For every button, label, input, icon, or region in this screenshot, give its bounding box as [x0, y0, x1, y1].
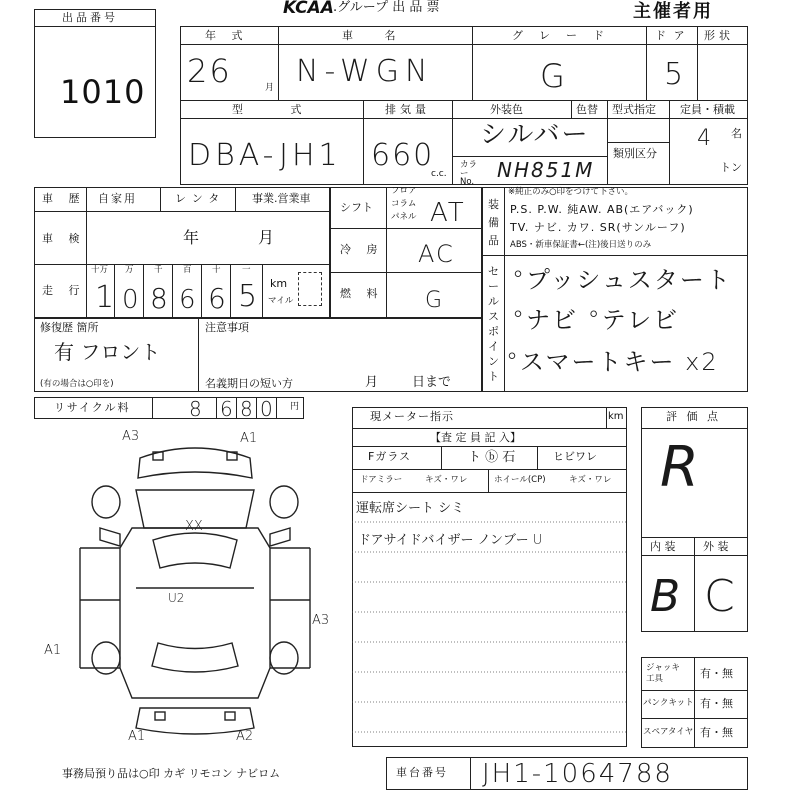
ton-unit: トン	[720, 161, 742, 174]
capacity-value: 4	[697, 126, 713, 151]
repair-value: 有 フロント	[54, 340, 161, 364]
diagram-mark-front-right: A1	[240, 431, 258, 446]
glass-options: ト ⓑ 石	[468, 450, 516, 465]
sales-point-3: °スマートキー x2	[506, 348, 719, 376]
mileage-unit-100k: 十万	[91, 265, 109, 275]
chassis-label: 車台番号	[396, 766, 448, 779]
model-value: DBA-JH1	[188, 138, 342, 173]
mileage-unit-10: 十	[212, 265, 221, 275]
inspector-remark-1: 運転席シート シミ	[356, 501, 465, 516]
recycle-digit-2: 6	[220, 397, 235, 421]
shift-column: コラム	[391, 199, 417, 209]
exterior-value: C	[704, 571, 737, 622]
tool-puncture-value: 有・無	[700, 697, 733, 710]
logo: KCAA	[283, 0, 334, 18]
diagram-mark-rear-left: A1	[128, 729, 146, 744]
equipment-label: 装備品	[488, 198, 499, 247]
shift-value: AT	[430, 198, 466, 228]
doors-value: 5	[664, 57, 686, 92]
displacement-label: 排気量	[385, 103, 430, 116]
wheel-label: ホイール(CP)	[494, 475, 546, 485]
interior-label: 内 装	[650, 540, 676, 553]
sales-points-label: セールスポイント	[488, 265, 499, 383]
km-label: km	[270, 277, 288, 290]
type-designation-label: 型式指定	[612, 103, 656, 116]
inspection-label: 車 検	[42, 232, 86, 245]
history-private: 自家用	[98, 192, 137, 205]
equipment-line3: ABS・新車保証書←(注)後日送りのみ	[510, 240, 652, 250]
recycle-digit-3: 8	[240, 397, 255, 421]
mileage-digit-2: 0	[122, 285, 141, 315]
color-label: 外装色	[490, 103, 523, 116]
tool-jack-value: 有・無	[700, 667, 733, 680]
lot-number-label: 出品番号	[62, 11, 118, 24]
shape-label: 形状	[704, 29, 734, 42]
cc-unit: c.c.	[431, 169, 447, 179]
crack-label: ヒビワレ	[553, 450, 597, 463]
month-unit: 月	[265, 83, 275, 93]
mirror-label: ドアミラー	[360, 475, 403, 485]
interior-value: B	[650, 571, 683, 622]
evaluation-score: R	[660, 435, 701, 500]
mileage-digit-3: 8	[150, 282, 170, 315]
diagram-mark-left-side: A1	[44, 643, 62, 658]
diagram-mark-right-side: A3	[312, 613, 330, 628]
mirror-options: キズ・ワレ	[425, 475, 468, 485]
inspector-title: 【査 定 員 記 入】	[430, 431, 521, 444]
lot-number: 1010	[60, 73, 146, 111]
recycle-digit-1: 8	[189, 397, 204, 421]
expiry-day: 日まで	[412, 375, 452, 390]
fuel-label: 燃 料	[340, 287, 384, 300]
car-damage-diagram	[40, 428, 350, 758]
ac-label: 冷 房	[340, 243, 384, 256]
mileage-digit-4: 6	[179, 285, 198, 315]
tool-puncture-label: パンクキット	[643, 698, 694, 708]
grade-label: グレード	[512, 29, 620, 42]
evaluation-label: 評 価 点	[666, 410, 721, 423]
sales-point-2: °ナビ °テレビ	[512, 306, 680, 334]
host-label: 主催者用	[633, 1, 713, 22]
capacity-unit: 名	[731, 127, 742, 140]
exterior-label: 外 装	[703, 540, 729, 553]
shift-panel: パネル	[391, 212, 417, 222]
diagram-mark-rear-right: A2	[236, 729, 254, 744]
mileage-unit-100: 百	[183, 265, 192, 275]
inspector-ruled-lines	[352, 492, 627, 747]
color-code-value: NH851M	[497, 158, 595, 182]
car-name-value: N-WGN	[296, 54, 434, 89]
expiry-month: 月	[365, 375, 379, 390]
meter-unit: km	[608, 411, 624, 422]
repair-label: 修復歴 箇所	[40, 321, 99, 334]
name-label: 車 名	[342, 29, 410, 42]
displacement-value: 660	[371, 138, 435, 173]
shift-label: シフト	[340, 201, 373, 214]
diagram-mark-roof: U2	[168, 591, 185, 605]
category-label: 類別区分	[613, 147, 657, 160]
mileage-digit-6: 5	[238, 279, 260, 314]
office-items: 事務局預り品は○印 カギ リモコン ナビロム	[62, 767, 281, 780]
equipment-note: ※純正のみ○印をつけて下さい。	[508, 187, 634, 197]
glass-label: Fガラス	[368, 450, 411, 463]
history-commercial: 事業.営業車	[252, 192, 311, 205]
chassis-value: JH1-1064788	[482, 759, 673, 789]
mileage-unit-10k: 万	[125, 265, 134, 275]
grade-value: G	[540, 57, 567, 95]
year-label: 年 式	[205, 29, 249, 42]
recycle-label: リサイクル料	[54, 401, 131, 414]
recycle-digit-4: 0	[260, 397, 275, 421]
shift-floor: フロア	[391, 186, 417, 196]
color-change-label: 色替	[576, 103, 598, 116]
model-label: 型 式	[232, 103, 324, 116]
diagram-mark-front-left: A3	[122, 429, 140, 444]
mile-label: マイル	[268, 296, 294, 306]
diagram-mark-hood: XX	[185, 519, 203, 534]
doors-label: ドア	[655, 29, 693, 42]
notes-label: 注意事項	[205, 321, 249, 334]
mileage-label: 走 行	[42, 284, 86, 297]
mileage-digit-1: 1	[95, 280, 117, 315]
mileage-digit-5: 6	[208, 282, 228, 315]
meter-label: 現メーター指示	[370, 410, 454, 423]
fuel-value: G	[425, 288, 445, 313]
equipment-line2: TV. ナビ. カワ. SR(サンルーフ)	[510, 221, 686, 234]
color-code-label: カラー No.	[460, 160, 478, 187]
capacity-label: 定員・積載	[680, 103, 735, 116]
inspector-remark-2: ドアサイドバイザー ノンブー U	[358, 533, 543, 548]
form-title: .グループ 出 品 票	[333, 0, 440, 15]
tool-spare-label: スペアタイヤ	[643, 727, 694, 737]
mileage-unit-1k: 千	[154, 265, 163, 275]
repair-note: (有の場合は○印を)	[40, 379, 114, 389]
color-value: シルバー	[480, 120, 590, 150]
sales-point-1: °プッシュスタート	[512, 266, 732, 294]
tool-spare-value: 有・無	[700, 726, 733, 739]
expiry-label: 名義期日の短い方	[205, 377, 293, 390]
recycle-unit: 円	[290, 402, 300, 412]
inspection-month: 月	[258, 228, 275, 247]
year-value: 26	[187, 52, 232, 90]
wheel-options: キズ・ワレ	[569, 475, 612, 485]
history-label: 車 歴	[42, 192, 86, 205]
equipment-line1: P.S. P.W. 純AW. AB(エアバック)	[510, 203, 694, 216]
ac-value: AC	[418, 240, 455, 268]
history-rental: レンタ	[175, 192, 226, 205]
tool-jack-label: ジャッキ工具	[646, 663, 680, 684]
inspection-year: 年	[183, 228, 200, 247]
mileage-unit-1: 一	[242, 265, 251, 275]
